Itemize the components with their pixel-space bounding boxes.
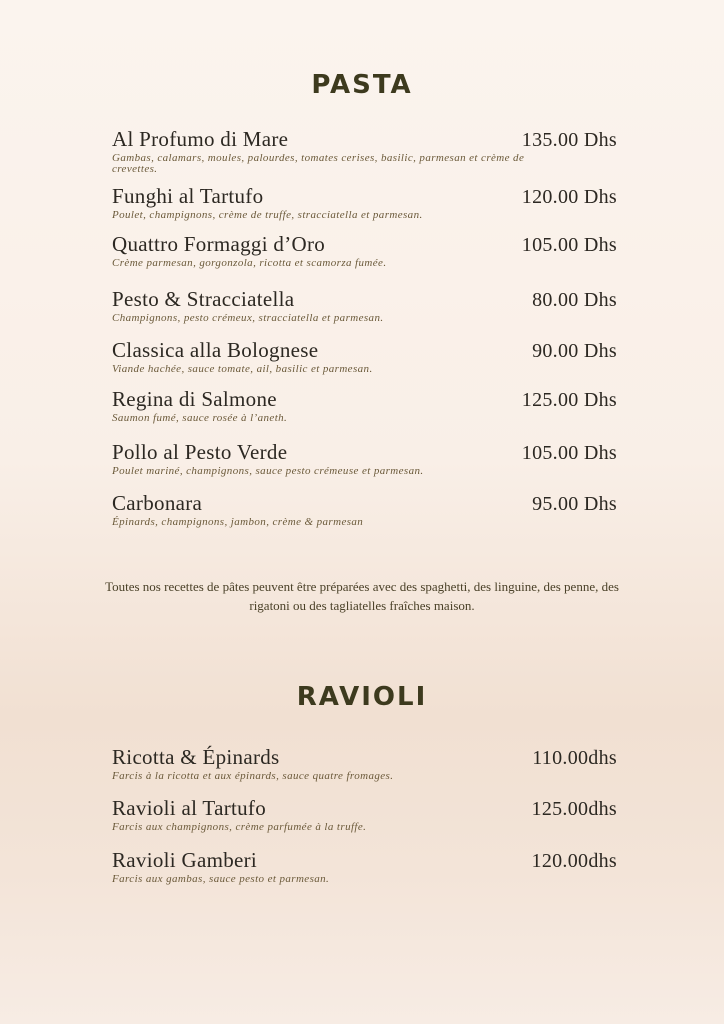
item-description: Farcis aux gambas, sauce pesto et parmesan. [112, 873, 330, 885]
menu-item-funghi-al-tartufo [112, 184, 617, 221]
menu-item-classica-bolognese [112, 338, 617, 375]
item-name: Ravioli Gamberi [112, 848, 258, 872]
item-price: 120.00dhs [531, 850, 617, 872]
item-description: Poulet, champignons, crème de truffe, stracciatella et parmesan. [112, 209, 423, 221]
item-description: Épinards, champignons, jambon, crème & parmesan [112, 516, 364, 528]
item-description: Viande hachée, sauce tomate, ail, basilic et parmesan. [112, 363, 373, 375]
item-description: Gambas, calamars, moules, palourdes, tomates cerises, basilic, parmesan et crème de crevettes. [112, 152, 525, 175]
item-name: Pesto & Stracciatella [112, 287, 295, 311]
item-price: 80.00 Dhs [532, 289, 617, 311]
menu-item-quattro-formaggi [112, 232, 617, 269]
item-price: 105.00 Dhs [521, 442, 617, 464]
item-description: Farcis aux champignons, crème parfumée à la truffe. [112, 821, 367, 833]
pasta-section-title: PASTA [311, 70, 413, 100]
menu-item-ravioli-al-tartufo [112, 796, 617, 833]
item-name: Regina di Salmone [112, 387, 277, 411]
item-name: Pollo al Pesto Verde [112, 440, 288, 464]
pasta-note: Toutes nos recettes de pâtes peuvent être préparées avec des spaghetti, des linguine, des penne, des rigatoni ou des tagliatelles fraîches maison. [105, 579, 619, 613]
menu-item-ricotta-epinards [112, 745, 617, 782]
item-name: Al Profumo di Mare [112, 127, 289, 151]
item-description: Crème parmesan, gorgonzola, ricotta et scamorza fumée. [112, 257, 387, 269]
item-price: 135.00 Dhs [521, 129, 617, 151]
item-name: Ricotta & Épinards [112, 745, 280, 769]
item-description: Farcis à la ricotta et aux épinards, sauce quatre fromages. [112, 770, 394, 782]
item-price: 105.00 Dhs [521, 234, 617, 256]
menu-item-carbonara [112, 491, 617, 528]
item-name: Classica alla Bolognese [112, 338, 319, 362]
item-price: 125.00dhs [531, 798, 617, 820]
menu-item-al-profumo-di-mare [112, 127, 617, 175]
menu-item-pollo-pesto-verde [112, 440, 617, 477]
item-price: 95.00 Dhs [532, 493, 617, 515]
item-name: Carbonara [112, 491, 203, 515]
item-price: 125.00 Dhs [521, 389, 617, 411]
menu-item-ravioli-gamberi [112, 848, 617, 885]
menu-item-pesto-stracciatella [112, 287, 617, 324]
item-price: 90.00 Dhs [532, 340, 617, 362]
item-price: 120.00 Dhs [521, 186, 617, 208]
item-description: Poulet mariné, champignons, sauce pesto crémeuse et parmesan. [112, 465, 424, 477]
item-description: Champignons, pesto crémeux, stracciatella et parmesan. [112, 312, 384, 324]
item-name: Funghi al Tartufo [112, 184, 264, 208]
item-description: Saumon fumé, sauce rosée à l’aneth. [112, 412, 288, 424]
item-price: 110.00dhs [532, 747, 617, 769]
item-name: Ravioli al Tartufo [112, 796, 267, 820]
menu-item-regina-di-salmone [112, 387, 617, 424]
ravioli-section-title: RAVIOLI [296, 682, 428, 712]
item-name: Quattro Formaggi d’Oro [112, 232, 326, 256]
